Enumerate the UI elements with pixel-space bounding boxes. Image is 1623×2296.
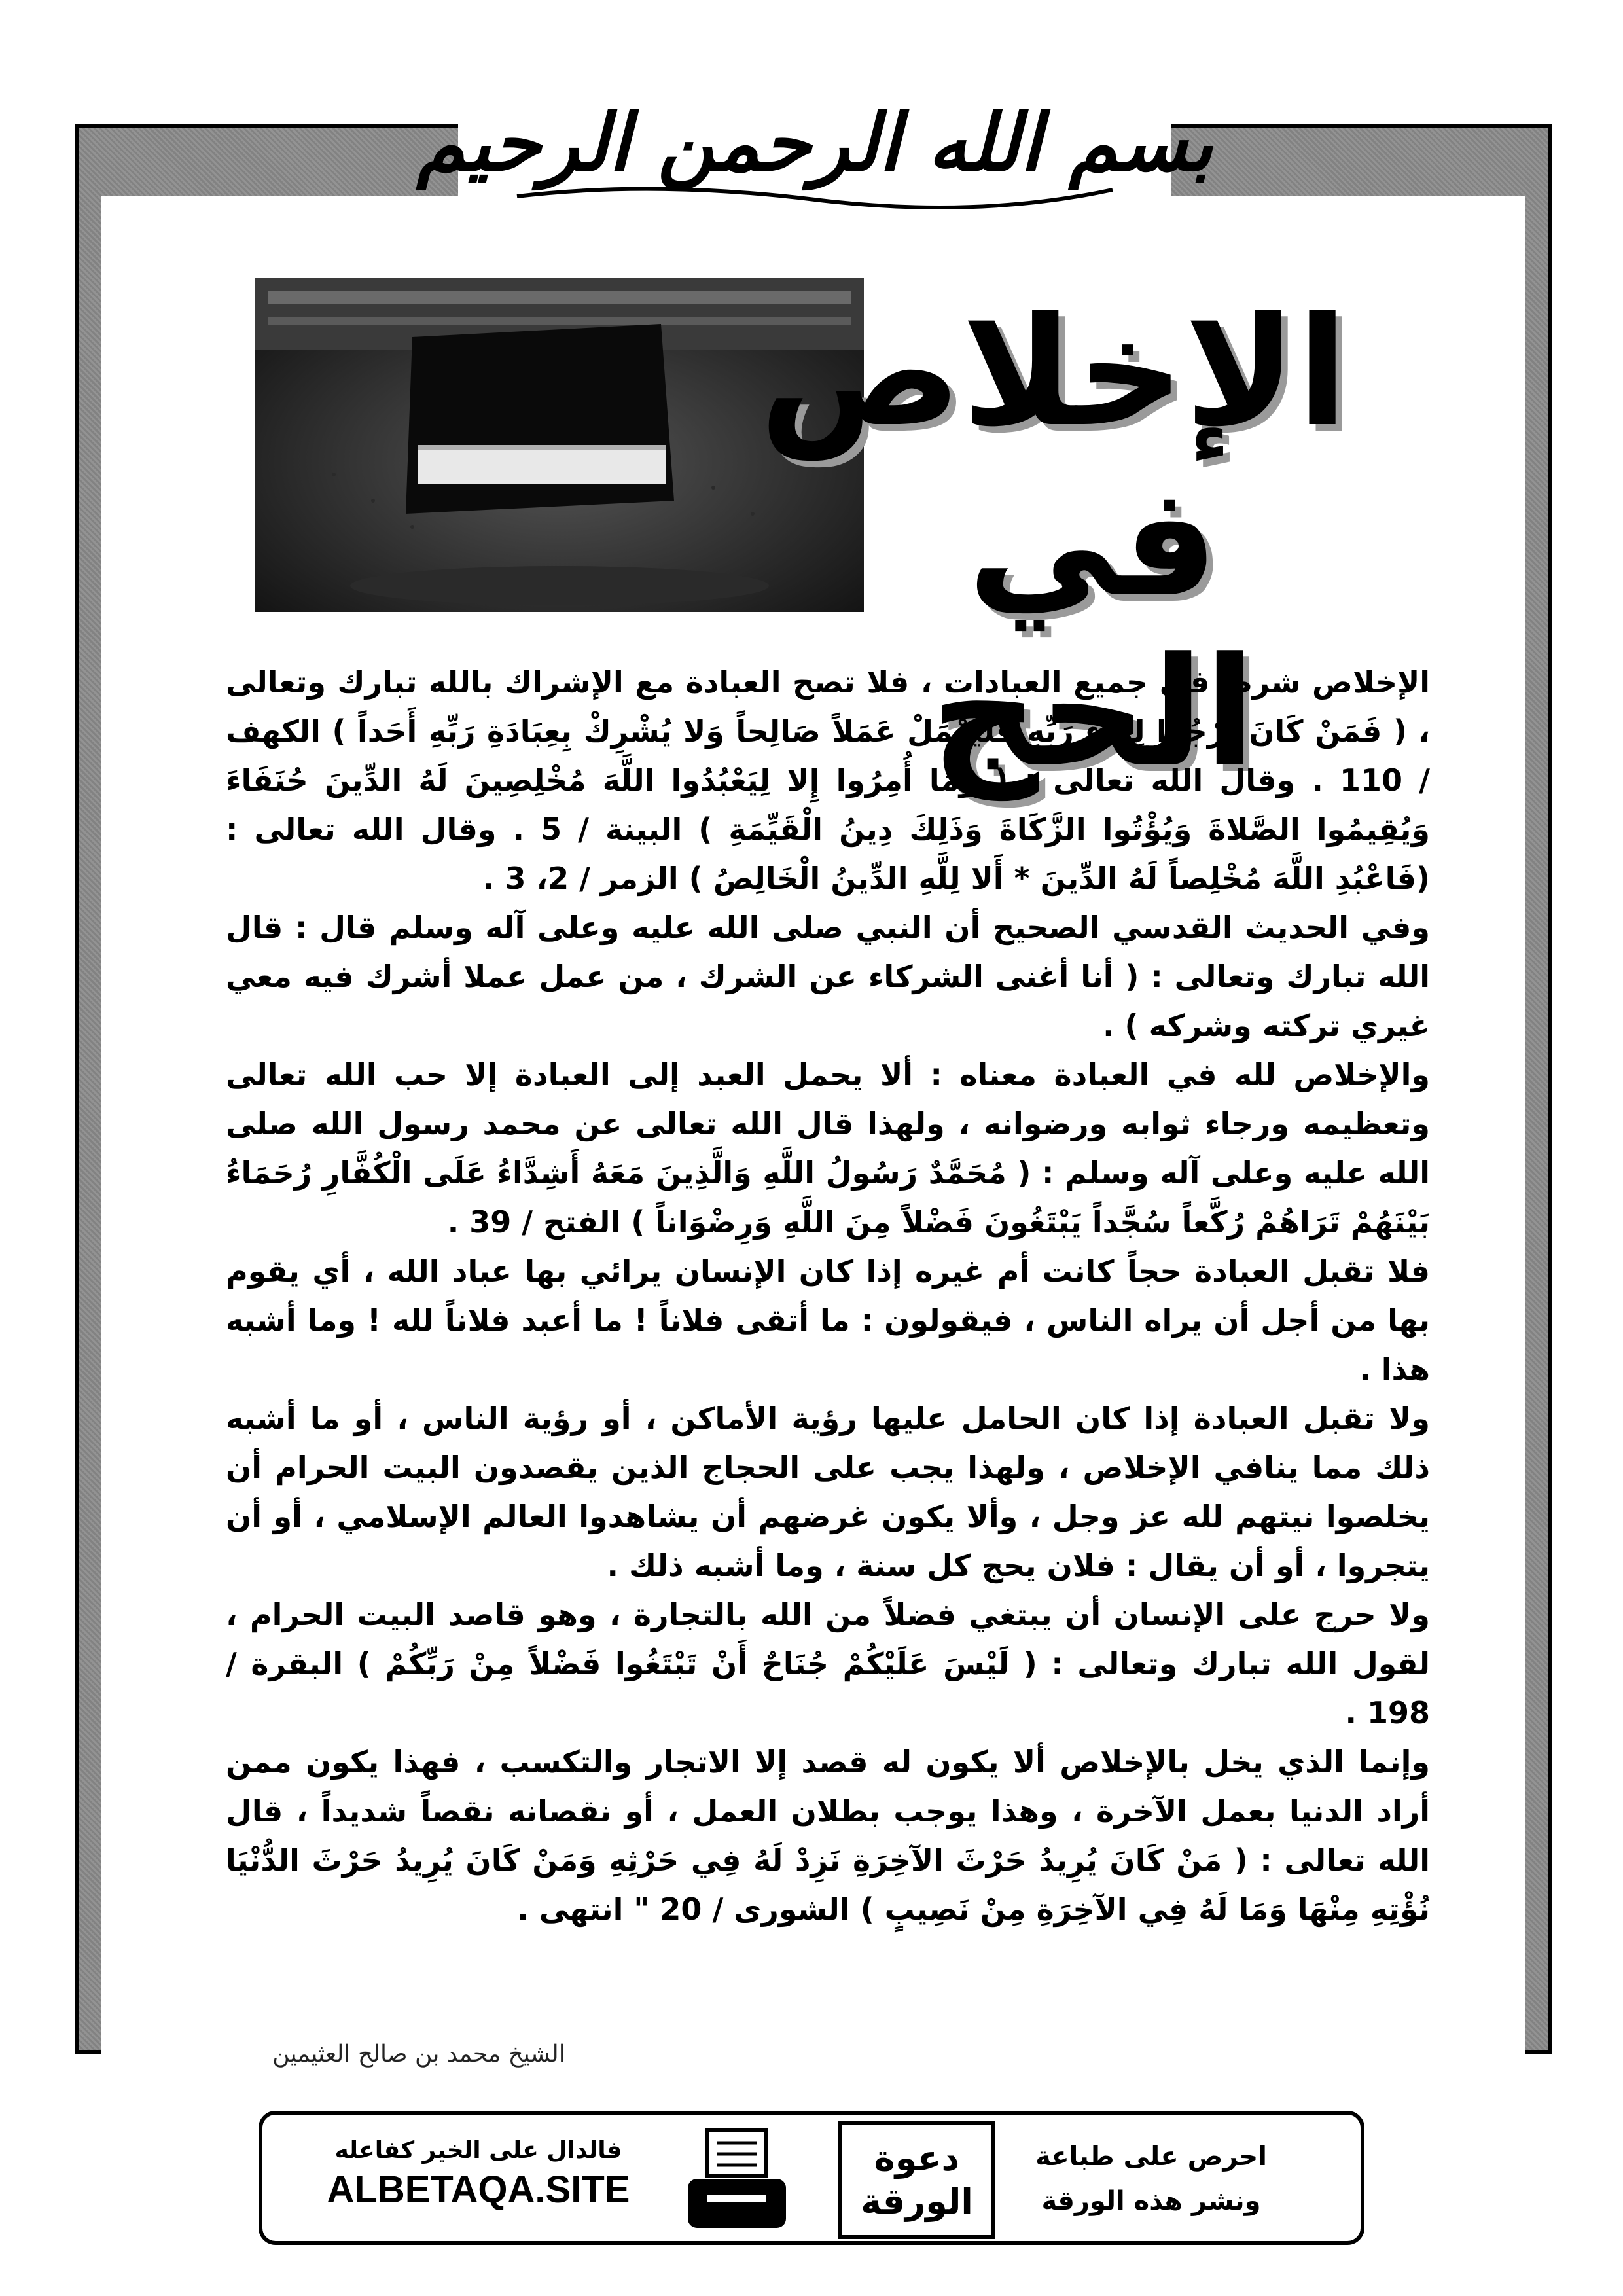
paragraph: الإخلاص شرط في جميع العبادات ، فلا تصح العبادة مع الإشراك بالله تبارك وتعالى ، ( فَمَنْ كَانَ يَرْجُوا لِقَاءَ رَبِّهِ فَلْيَعْمَلْ عَمَلاً صَالِحاً وَلا يُشْرِكْ بِعِبَادَةِ رَبِّهِ أَحَداً ) الكهف / 110 . وقال الله تعالى : ( وَمَا أُمِرُوا إِلا لِيَعْبُدُوا اللَّهَ مُخْلِصِينَ لَهُ الدِّينَ حُنَفَاءَ وَيُقِيمُوا الصَّلاةَ وَيُؤْتُوا الزَّكَاةَ وَذَلِكَ دِينُ الْقَيِّمَةِ ) البينة / 5 . وقال الله تعالى : (فَاعْبُدِ اللَّهَ مُخْلِصاً لَهُ الدِّينَ * أَلا لِلَّهِ الدِّينُ الْخَالِصُ ) الزمر / 2، 3 .	[226, 664, 1430, 896]
paragraph: والإخلاص لله في العبادة معناه : ألا يحمل العبد إلى العبادة إلا حب الله تعالى وتعظيمه ورجاء ثوابه ورضوانه ، ولهذا قال الله تعالى عن محمد رسول الله صلى الله عليه وعلى آله وسلم : ( مُحَمَّدٌ رَسُولُ اللَّهِ وَالَّذِينَ مَعَهُ أَشِدَّاءُ عَلَى الْكُفَّارِ رُحَمَاءُ بَيْنَهُمْ تَرَاهُمْ رُكَّعاً سُجَّداً يَبْتَغُونَ فَضْلاً مِنَ اللَّهِ وَرِضْوَاناً ) الفتح / 39 .	[226, 1057, 1430, 1240]
logo-line-1: دعوة	[874, 2138, 960, 2179]
paragraph: وفي الحديث القدسي الصحيح أن النبي صلى الله عليه وعلى آله وسلم قال : قال الله تبارك وتعالى : ( أنا أغنى الشركاء عن الشرك ، من عمل عملا أشرك فيه معي غيري تركته وشركه ) .	[226, 910, 1430, 1043]
basmala-calligraphy	[416, 39, 1213, 236]
paragraph: فلا تقبل العبادة حجاً كانت أم غيره إذا كان الإنسان يرائي بها عباد الله ، أي يقوم بها من أجل أن يراه الناس ، فيقولون : ما أتقى فلاناً ! ما أعبد فلاناً لله ! وما أشبه هذا .	[226, 1253, 1430, 1387]
footer-tagline: فالدال على الخير كفاعله	[334, 2137, 622, 2164]
logo-line-2: الورقة	[861, 2181, 973, 2222]
paragraph: ولا حرج على الإنسان أن يبتغي فضلاً من الله بالتجارة ، وهو قاصد البيت الحرام ، لقول الله تبارك وتعالى : ( لَيْسَ عَلَيْكُمْ جُنَاحٌ أَنْ تَبْتَغُوا فَضْلاً مِنْ رَبِّكُمْ ) البقرة / 198 .	[226, 1597, 1430, 1731]
footer-banner	[259, 2111, 1364, 2245]
paragraph: وإنما الذي يخل بالإخلاص ألا يكون له قصد إلا الاتجار والتكسب ، فهذا يكون ممن أراد الدنيا بعمل الآخرة ، وهذا يوجب بطلان العمل ، أو نقصانه نقصاً شديداً ، قال الله تعالى : ( مَنْ كَانَ يُرِيدُ حَرْثَ الآخِرَةِ نَزِدْ لَهُ فِي حَرْثِهِ وَمَنْ كَانَ يُرِيدُ حَرْثَ الدُّنْيَا نُؤْتِهِ مِنْهَا وَمَا لَهُ فِي الآخِرَةِ مِنْ نَصِيبٍ ) الشورى / 20 " انتهى .	[226, 1744, 1430, 1927]
footer-right-line-1: احرص على طباعة	[1035, 2142, 1267, 2172]
title-line-2: في الحج	[930, 456, 1256, 800]
footer-site-link[interactable]: ALBETAQA.SITE	[327, 2168, 630, 2211]
footer-right-line-2: ونشر هذه الورقة	[1041, 2186, 1261, 2216]
title-line-1: الإخلاص	[759, 285, 1348, 460]
footer-site-block	[289, 2134, 668, 2213]
article-body	[226, 658, 1430, 2072]
paragraph: ولا تقبل العبادة إذا كان الحامل عليها رؤية الأماكن ، أو رؤية الناس ، أو ما أشبه ذلك مما ينافي الإخلاص ، ولهذا يجب على الحجاج الذين يقصدون البيت الحرام أن يخلصوا نيتهم لله عز وجل ، وألا يكون غرضهم أن يشاهدوا العالم الإسلامي ، أو أن يتجروا ، أو أن يقال : فلان يحج كل سنة ، وما أشبه ذلك .	[226, 1401, 1430, 1583]
page-title	[759, 285, 1348, 800]
author-signature: الشيخ محمد بن صالح العثيمين	[272, 2041, 565, 2068]
printer-icon	[681, 2126, 793, 2234]
footer-print-call	[968, 2134, 1334, 2223]
basmala-text: بسم الله الرحمن الرحيم	[416, 97, 1213, 189]
